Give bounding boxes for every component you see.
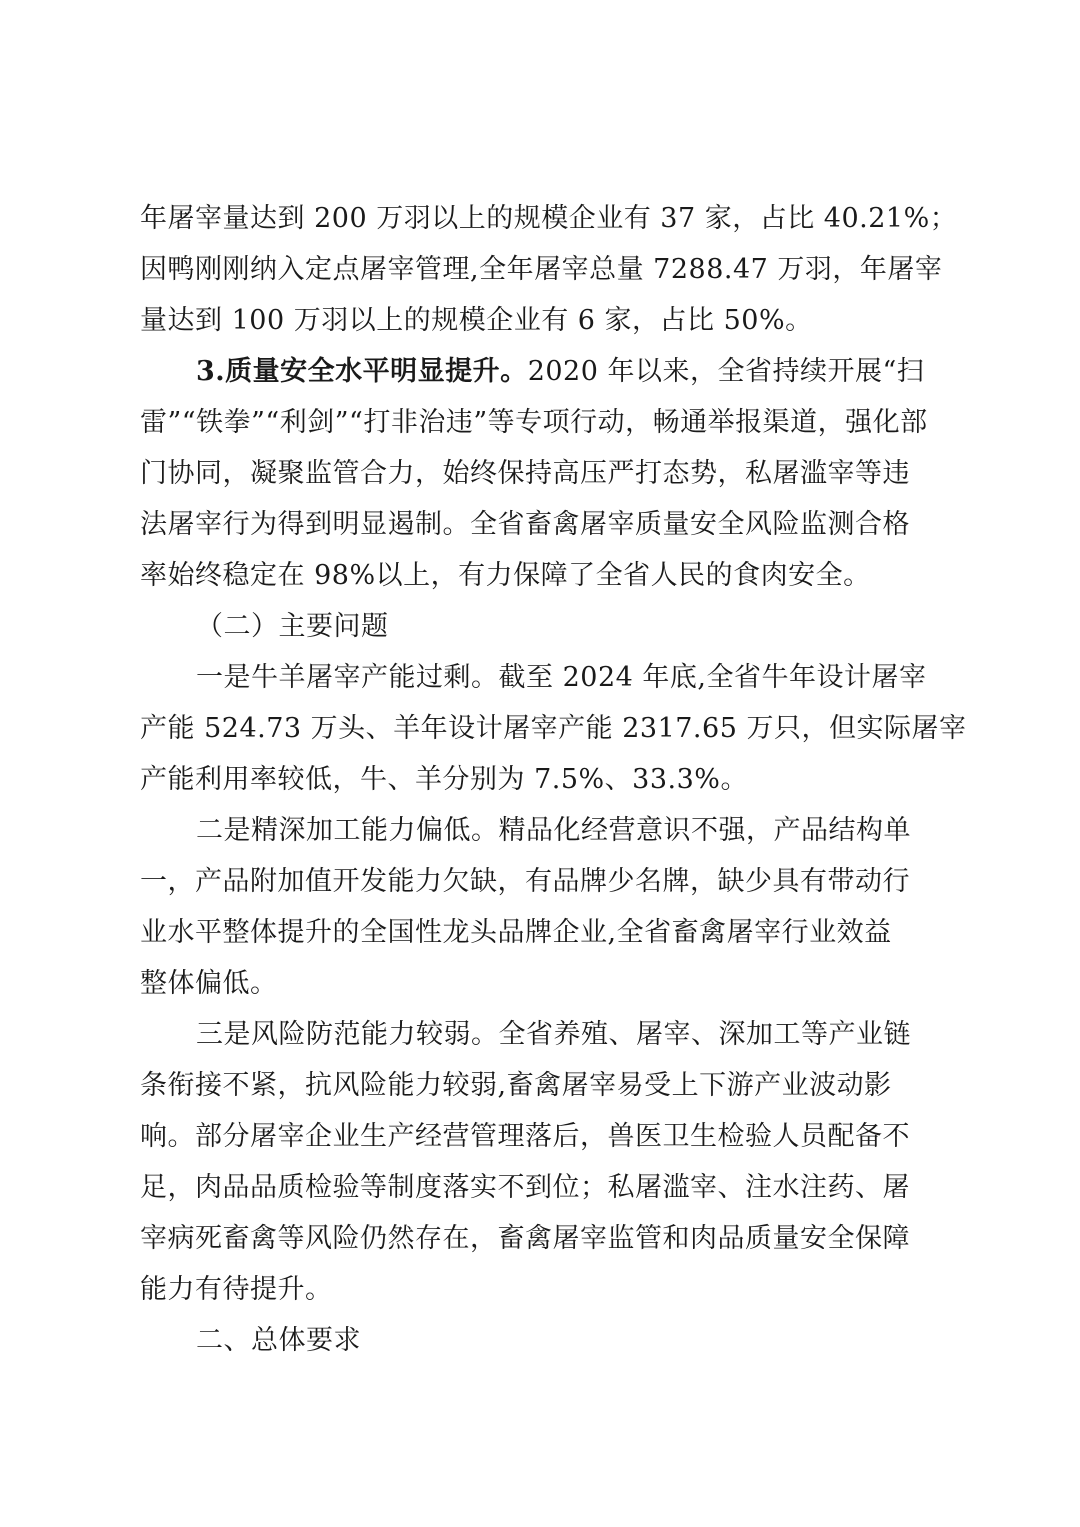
body-line: 足，肉品品质检验等制度落实不到位；私屠滥宰、注水注药、屠 [140,1172,910,1203]
body-line: 法屠宰行为得到明显遏制。全省畜禽屠宰质量安全风险监测合格 [140,509,910,540]
problem2-line: 二是精深加工能力偏低。精品化经营意识不强，产品结构单 [196,815,911,846]
body-line: 一，产品附加值开发能力欠缺，有品牌少名牌，缺少具有带动行 [140,866,910,897]
section3-first-line-text: 2020 年以来，全省持续开展“扫 [527,356,925,387]
body-line: 率始终稳定在 98%以上，有力保障了全省人民的食肉安全。 [140,560,871,591]
body-line: 宰病死畜禽等风险仍然存在，畜禽屠宰监管和肉品质量安全保障 [140,1223,910,1254]
problems-heading: （二）主要问题 [196,611,389,642]
body-line: 产能利用率较低，牛、羊分别为 7.5%、33.3%。 [140,764,748,795]
body-line: 因鸭刚刚纳入定点屠宰管理,全年屠宰总量 7288.47 万羽，年屠宰 [140,254,943,285]
body-line: 整体偏低。 [140,968,278,999]
body-line: 能力有待提升。 [140,1274,333,1305]
body-line: 产能 524.73 万头、羊年设计屠宰产能 2317.65 万只，但实际屠宰 [140,713,967,744]
body-line: 年屠宰量达到 200 万羽以上的规模企业有 37 家，占比 40.21%； [140,203,958,234]
section3-first-line [140,346,940,397]
body-line: 业水平整体提升的全国性龙头品牌企业,全省畜禽屠宰行业效益 [140,917,892,948]
section-two-heading: 二、总体要求 [196,1325,361,1356]
problem3-line: 三是风险防范能力较弱。全省养殖、屠宰、深加工等产业链 [196,1019,911,1050]
problem1-line: 一是牛羊屠宰产能过剩。截至 2024 年底,全省牛年设计屠宰 [196,662,927,693]
body-line: 响。部分屠宰企业生产经营管理落后，兽医卫生检验人员配备不 [140,1121,910,1152]
body-line: 量达到 100 万羽以上的规模企业有 6 家，占比 50%。 [140,305,813,336]
section3-heading: 3.质量安全水平明显提升。 [196,356,528,387]
document-page [140,193,967,1366]
body-line: 雷”“铁拳”“利剑”“打非治违”等专项行动，畅通举报渠道，强化部 [140,407,928,438]
body-line: 条衔接不紧，抗风险能力较弱,畜禽屠宰易受上下游产业波动影 [140,1070,892,1101]
body-line: 门协同，凝聚监管合力，始终保持高压严打态势，私屠滥宰等违 [140,458,910,489]
